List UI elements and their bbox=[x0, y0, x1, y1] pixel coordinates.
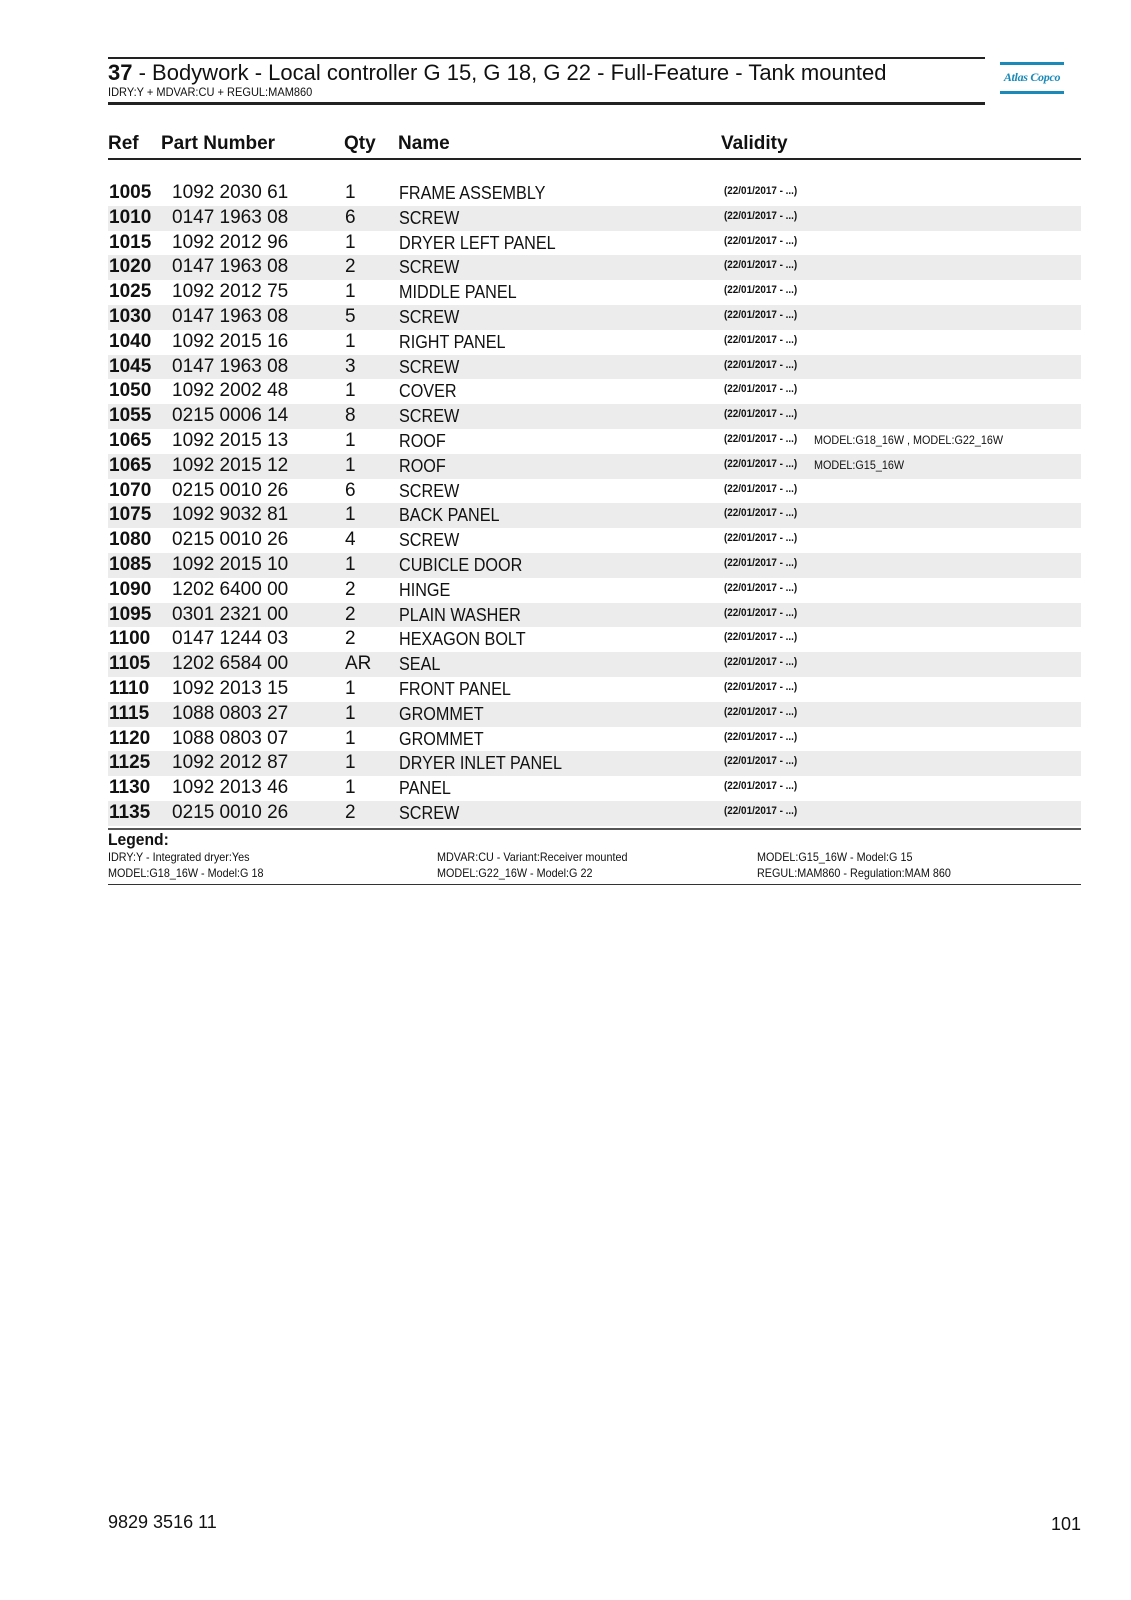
row-ref: 1005 bbox=[109, 182, 152, 203]
row-validity: (22/01/2017 - ...) bbox=[724, 804, 798, 817]
row-qty: 2 bbox=[345, 256, 356, 278]
row-qty: 1 bbox=[345, 231, 356, 253]
row-qty: 1 bbox=[345, 677, 356, 699]
page-title bbox=[108, 60, 887, 86]
row-ref: 1015 bbox=[109, 231, 152, 253]
row-part-number: 1092 2013 46 bbox=[172, 777, 289, 799]
row-qty: 1 bbox=[345, 504, 356, 526]
row-validity: (22/01/2017 - ...) bbox=[724, 532, 798, 545]
row-qty: 1 bbox=[345, 454, 356, 476]
document-number: 9829 3516 11 bbox=[108, 1512, 217, 1532]
row-part-number: 0147 1963 08 bbox=[172, 355, 289, 377]
row-ref: 1010 bbox=[109, 206, 152, 228]
table-row bbox=[108, 454, 1081, 479]
row-qty: 1 bbox=[345, 727, 356, 749]
table-row bbox=[108, 603, 1081, 628]
row-qty: 8 bbox=[345, 405, 356, 427]
legend-item: IDRY:Y - Integrated dryer:Yes bbox=[108, 850, 250, 864]
table-row bbox=[108, 305, 1081, 330]
title-text: - Bodywork - Local controller G 15, G 18, G 22 - Full-Feature - Tank mounted bbox=[132, 60, 887, 85]
row-part-number: 0147 1963 08 bbox=[172, 206, 289, 228]
table-row bbox=[108, 429, 1081, 454]
row-qty: 1 bbox=[345, 429, 356, 451]
legend-item: MODEL:G22_16W - Model:G 22 bbox=[437, 866, 593, 880]
legend-item: MODEL:G18_16W - Model:G 18 bbox=[108, 866, 264, 880]
row-name: ROOF bbox=[399, 430, 446, 451]
row-ref: 1020 bbox=[109, 256, 152, 278]
row-part-number: 0301 2321 00 bbox=[172, 603, 289, 625]
row-name: SCREW bbox=[399, 802, 460, 823]
section-number: 37 bbox=[108, 60, 133, 85]
row-qty: 2 bbox=[345, 628, 356, 650]
row-name: COVER bbox=[399, 381, 457, 402]
row-name: HINGE bbox=[399, 579, 451, 600]
table-row bbox=[108, 528, 1081, 553]
row-part-number: 1088 0803 27 bbox=[172, 702, 289, 724]
legend-title: Legend: bbox=[108, 830, 169, 849]
row-ref: 1125 bbox=[109, 752, 151, 774]
row-part-number: 1092 2030 61 bbox=[172, 182, 289, 203]
table-row bbox=[108, 677, 1081, 702]
row-part-number: 0215 0006 14 bbox=[172, 405, 289, 427]
table-row bbox=[108, 355, 1081, 380]
row-name: PLAIN WASHER bbox=[399, 604, 521, 625]
row-validity: (22/01/2017 - ...) bbox=[724, 631, 798, 644]
table-row bbox=[108, 330, 1081, 355]
row-validity: (22/01/2017 - ...) bbox=[724, 408, 798, 421]
column-header-ref: Ref bbox=[108, 133, 139, 154]
row-name: BACK PANEL bbox=[399, 505, 500, 526]
row-validity: (22/01/2017 - ...) bbox=[724, 581, 798, 594]
row-validity: (22/01/2017 - ...) bbox=[724, 507, 798, 520]
table-row bbox=[108, 255, 1081, 280]
row-validity: (22/01/2017 - ...) bbox=[724, 606, 798, 619]
header-top-rule bbox=[108, 57, 985, 59]
table-row bbox=[108, 727, 1081, 752]
row-name: DRYER INLET PANEL bbox=[399, 753, 562, 774]
legend-bottom-rule bbox=[108, 884, 1081, 885]
table-row bbox=[108, 379, 1081, 404]
row-ref: 1045 bbox=[109, 355, 152, 377]
row-validity: (22/01/2017 - ...) bbox=[724, 656, 798, 669]
row-name: PANEL bbox=[399, 778, 451, 799]
row-ref: 1105 bbox=[109, 653, 151, 675]
row-validity: (22/01/2017 - ...) bbox=[724, 556, 798, 569]
row-name: GROMMET bbox=[399, 703, 484, 724]
row-validity: (22/01/2017 - ...) bbox=[724, 680, 798, 693]
row-ref: 1055 bbox=[109, 405, 152, 427]
page-number: 101 bbox=[1051, 1514, 1082, 1534]
row-validity: (22/01/2017 - ...) bbox=[724, 730, 798, 743]
row-validity: (22/01/2017 - ...) bbox=[724, 457, 798, 470]
row-name: CUBICLE DOOR bbox=[399, 554, 523, 575]
table-row bbox=[108, 578, 1081, 603]
column-header-name: Name bbox=[398, 133, 450, 154]
row-name: SCREW bbox=[399, 406, 460, 427]
row-validity: (22/01/2017 - ...) bbox=[724, 432, 798, 445]
row-qty: 1 bbox=[345, 281, 356, 303]
row-part-number: 1092 2015 16 bbox=[172, 330, 289, 352]
row-validity: (22/01/2017 - ...) bbox=[724, 284, 798, 297]
table-row bbox=[108, 404, 1081, 429]
table-row bbox=[108, 231, 1081, 256]
row-qty: 2 bbox=[345, 801, 356, 823]
row-name: SCREW bbox=[399, 257, 460, 278]
row-qty: 1 bbox=[345, 380, 356, 402]
row-ref: 1065 bbox=[109, 454, 152, 476]
legend-item: MDVAR:CU - Variant:Receiver mounted bbox=[437, 850, 628, 864]
table-row bbox=[108, 479, 1081, 504]
row-name: MIDDLE PANEL bbox=[399, 282, 517, 303]
logo-text: Atlas Copco bbox=[1003, 70, 1061, 84]
row-model-note: MODEL:G18_16W , MODEL:G22_16W bbox=[814, 432, 1004, 447]
row-qty: 2 bbox=[345, 578, 356, 600]
row-validity: (22/01/2017 - ...) bbox=[724, 185, 798, 197]
row-part-number: 1092 2015 12 bbox=[172, 454, 289, 476]
column-header-part-number: Part Number bbox=[161, 133, 276, 154]
row-model-note: MODEL:G15_16W bbox=[814, 457, 905, 472]
row-ref: 1135 bbox=[109, 801, 151, 823]
row-validity: (22/01/2017 - ...) bbox=[724, 383, 798, 396]
row-name: SCREW bbox=[399, 530, 460, 551]
row-qty: 1 bbox=[345, 330, 356, 352]
column-header-rule bbox=[108, 158, 1081, 160]
legend-item: MODEL:G15_16W - Model:G 15 bbox=[757, 850, 913, 864]
row-part-number: 0147 1963 08 bbox=[172, 256, 289, 278]
row-ref: 1090 bbox=[109, 578, 152, 600]
row-ref: 1080 bbox=[109, 529, 152, 551]
row-name: HEXAGON BOLT bbox=[399, 629, 526, 650]
row-qty: 2 bbox=[345, 603, 356, 625]
row-part-number: 1092 2012 75 bbox=[172, 281, 289, 303]
row-ref: 1100 bbox=[109, 628, 151, 650]
row-qty: 6 bbox=[345, 206, 356, 228]
row-ref: 1065 bbox=[109, 429, 152, 451]
row-validity: (22/01/2017 - ...) bbox=[724, 482, 798, 495]
table-row bbox=[108, 206, 1081, 231]
row-ref: 1075 bbox=[109, 504, 152, 526]
row-validity: (22/01/2017 - ...) bbox=[724, 308, 798, 321]
row-qty: 1 bbox=[345, 553, 356, 575]
table-row bbox=[108, 553, 1081, 578]
table-bottom-rule bbox=[108, 828, 1081, 830]
row-name: FRONT PANEL bbox=[399, 678, 511, 699]
column-header-qty: Qty bbox=[344, 133, 376, 154]
row-ref: 1030 bbox=[109, 305, 152, 327]
row-name: ROOF bbox=[399, 455, 446, 476]
legend-item: REGUL:MAM860 - Regulation:MAM 860 bbox=[757, 866, 951, 880]
row-qty: 4 bbox=[345, 529, 356, 551]
row-ref: 1130 bbox=[109, 777, 151, 799]
row-qty: 1 bbox=[345, 702, 356, 724]
row-part-number: 1092 2012 87 bbox=[172, 752, 289, 774]
row-name: DRYER LEFT PANEL bbox=[399, 232, 556, 253]
row-qty: AR bbox=[345, 653, 372, 675]
row-part-number: 1202 6584 00 bbox=[172, 653, 289, 675]
table-row bbox=[108, 776, 1081, 801]
row-ref: 1050 bbox=[109, 380, 152, 402]
row-validity: (22/01/2017 - ...) bbox=[724, 259, 798, 272]
row-name: FRAME ASSEMBLY bbox=[399, 183, 546, 203]
row-part-number: 0215 0010 26 bbox=[172, 801, 289, 823]
table-row bbox=[108, 627, 1081, 652]
row-part-number: 1092 2013 15 bbox=[172, 677, 289, 699]
row-part-number: 1092 9032 81 bbox=[172, 504, 289, 526]
row-part-number: 0147 1244 03 bbox=[172, 628, 289, 650]
row-qty: 1 bbox=[345, 777, 356, 799]
row-ref: 1085 bbox=[109, 553, 152, 575]
table-row bbox=[108, 702, 1081, 727]
row-qty: 3 bbox=[345, 355, 356, 377]
row-qty: 5 bbox=[345, 305, 356, 327]
atlas-copco-logo bbox=[1000, 62, 1064, 96]
row-validity: (22/01/2017 - ...) bbox=[724, 333, 798, 346]
table-row bbox=[108, 652, 1081, 677]
row-ref: 1115 bbox=[109, 702, 150, 724]
page-subtitle: IDRY:Y + MDVAR:CU + REGUL:MAM860 bbox=[108, 85, 313, 99]
row-part-number: 0147 1963 08 bbox=[172, 305, 289, 327]
row-ref: 1110 bbox=[109, 677, 150, 699]
row-ref: 1040 bbox=[109, 330, 152, 352]
table-row bbox=[108, 503, 1081, 528]
row-name: SCREW bbox=[399, 306, 460, 327]
table-row bbox=[108, 181, 1081, 206]
table-row bbox=[108, 280, 1081, 305]
row-name: SCREW bbox=[399, 356, 460, 377]
parts-table bbox=[108, 181, 1081, 826]
row-ref: 1025 bbox=[109, 281, 152, 303]
row-qty: 6 bbox=[345, 479, 356, 501]
row-part-number: 0215 0010 26 bbox=[172, 479, 289, 501]
row-qty: 1 bbox=[345, 182, 356, 203]
row-name: GROMMET bbox=[399, 728, 484, 749]
row-name: RIGHT PANEL bbox=[399, 331, 506, 352]
table-row bbox=[108, 801, 1081, 826]
row-part-number: 1092 2012 96 bbox=[172, 231, 289, 253]
row-validity: (22/01/2017 - ...) bbox=[724, 209, 798, 222]
row-name: SEAL bbox=[399, 654, 441, 675]
row-qty: 1 bbox=[345, 752, 356, 774]
column-header-validity: Validity bbox=[721, 133, 788, 154]
row-name: SCREW bbox=[399, 207, 460, 228]
row-validity: (22/01/2017 - ...) bbox=[724, 780, 798, 793]
row-validity: (22/01/2017 - ...) bbox=[724, 358, 798, 371]
row-validity: (22/01/2017 - ...) bbox=[724, 705, 798, 718]
row-part-number: 1088 0803 07 bbox=[172, 727, 289, 749]
row-validity: (22/01/2017 - ...) bbox=[724, 234, 798, 247]
table-row bbox=[108, 751, 1081, 776]
row-ref: 1070 bbox=[109, 479, 152, 501]
header-bottom-rule bbox=[108, 102, 985, 105]
row-part-number: 1092 2015 13 bbox=[172, 429, 289, 451]
row-part-number: 1092 2015 10 bbox=[172, 553, 289, 575]
row-ref: 1095 bbox=[109, 603, 152, 625]
row-name: SCREW bbox=[399, 480, 460, 501]
row-validity: (22/01/2017 - ...) bbox=[724, 755, 798, 768]
row-part-number: 1092 2002 48 bbox=[172, 380, 289, 402]
row-part-number: 1202 6400 00 bbox=[172, 578, 289, 600]
row-part-number: 0215 0010 26 bbox=[172, 529, 289, 551]
row-ref: 1120 bbox=[109, 727, 151, 749]
